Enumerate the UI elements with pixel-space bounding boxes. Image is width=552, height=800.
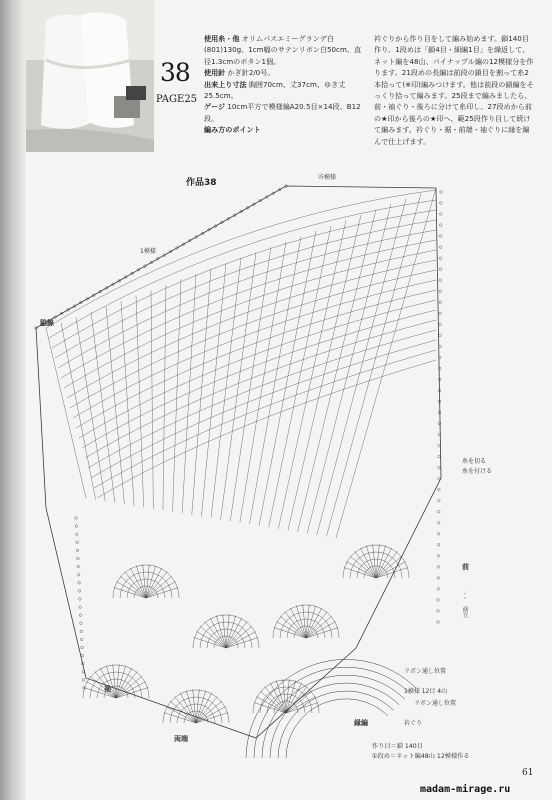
- gauge-heading: ゲージ: [204, 102, 226, 112]
- label-sleeve: 袖: [104, 685, 111, 693]
- label-front: 前: [462, 563, 469, 571]
- book-binding-shadow: [0, 0, 26, 800]
- label-ribbon-position-2: リボン通し位置: [414, 700, 457, 707]
- label-pattern-left: 1模様: [140, 248, 156, 255]
- chart-legend: [372, 742, 470, 762]
- label-neckline: 衿ぐり: [404, 720, 423, 727]
- label-ribbon-position: リボン通し位置: [404, 668, 447, 675]
- label-cut-yarn: 糸を切る: [462, 458, 487, 465]
- work-number: 38: [160, 58, 190, 87]
- label-attach-yarn: 糸を付ける: [462, 468, 493, 475]
- site-watermark: madam-mirage.ru: [420, 784, 511, 795]
- size-text: 胸囲70cm、丈37cm、ゆき丈25.5cm。: [204, 79, 346, 101]
- yarn-text: オリムパスエミーグランデ白(801)130g、1cm幅のサテンリボン白50cm、直径1.3cmのボタン1個。: [204, 34, 362, 66]
- materials-column-left: [204, 33, 366, 136]
- instructions-text: 衿ぐりから作り目をして編み始めます。鎖140目作り、1段めは「鎖4目・細編1目」を繰返して、ネット編を48山、パイナップル編の12模様分を作ります。21段めの長編は前段の鎖目を割って糸2本拾って(※印)編みつけます。他は前段の鎖編をそっくり拾って編みます。25段まで編みましたら、前・袖ぐり・後ろに分けて糸印し、27段めから前の★印から後ろの★印へ、範25段作り目して続けて編みます。衿ぐり・裾・前端・袖ぐりに縁を編んで仕上げます。: [374, 34, 534, 146]
- garment-photo: [26, 0, 154, 152]
- legend-line-2: ①段め＝ネット編48山 12模様作る: [372, 753, 470, 760]
- label-neck-picot: 1模様 12目 4山: [404, 688, 448, 695]
- needle-heading: 使用針: [204, 68, 226, 78]
- page-number: 61: [522, 768, 534, 778]
- label-edge-sleeve: 両端: [174, 735, 188, 743]
- diagram-title: 作品38: [186, 178, 217, 188]
- yarn-heading: 使用糸・他: [204, 34, 240, 43]
- needle-text: かぎ針2/0号。: [227, 68, 275, 78]
- crochet-chart-drawing: [26, 178, 466, 758]
- label-center-front: 前立: [461, 606, 468, 618]
- point-heading: 編み方のポイント: [204, 125, 261, 135]
- label-armhole: 脇線: [40, 319, 54, 327]
- materials-column-right: [374, 33, 534, 147]
- gauge-text: 10cm平方で模様編A20.5目×14段、B12段。: [204, 102, 361, 123]
- label-edging: 縁編: [354, 719, 368, 727]
- legend-line-1: 作り目＝鎖 140目: [372, 743, 423, 750]
- page-reference: PAGE25: [156, 94, 198, 105]
- label-pattern-top: ㉕模様: [318, 174, 337, 181]
- crochet-chart: [26, 178, 466, 762]
- size-heading: 出来上り寸法: [204, 79, 247, 89]
